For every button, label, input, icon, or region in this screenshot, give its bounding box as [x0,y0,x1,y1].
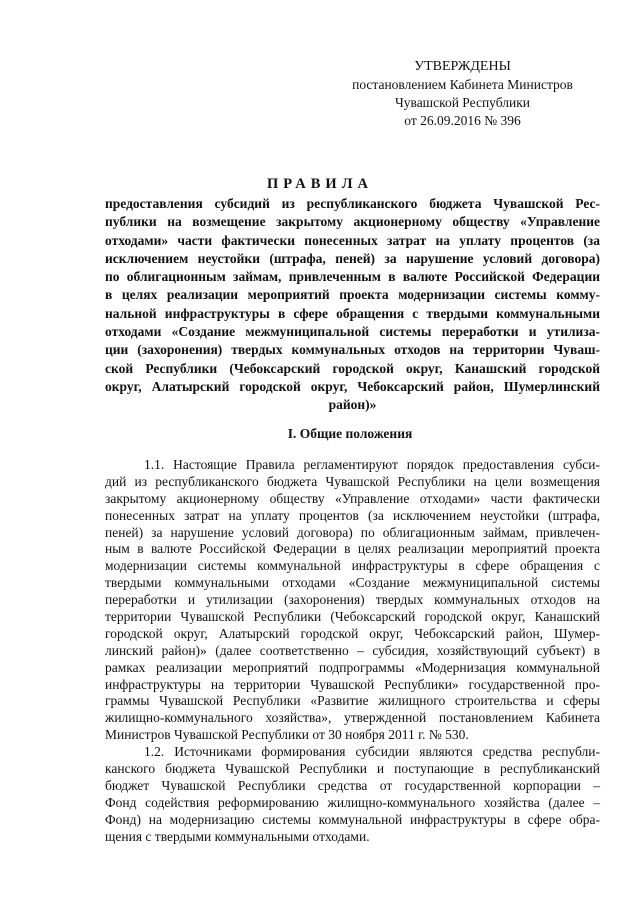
subtitle-line: отходами «Создание межмуниципальной системы переработки и утилиза- [105,324,600,340]
paragraph-line: инфраструктуры на территории Чувашской Республики» государственной про- [105,676,600,692]
subtitle-line: предоставления субсидий из республиканского бюджета Чувашской Рес- [105,196,600,211]
paragraph-line: переработки и утилизации (захоронения) твердых коммунальных отходов на [105,592,600,608]
paragraph-line: Фонд) на модернизацию системы коммунальной инфраструктуры в сфере обра- [105,811,600,827]
subtitle-line: в целях реализации мероприятий проекта модернизации системы комму- [105,287,600,303]
paragraph-line: Министров Чувашской Республики от 30 ноября 2011 г. № 530. [105,727,469,743]
subtitle-line: ской Республики (Чебоксарский городской округ, Канашский городской [105,360,600,376]
paragraph-line: канского бюджета Чувашской Республики и поступающие в республиканский [105,761,600,777]
paragraph-line: 1.1. Настоящие Правила регламентируют порядок предоставления субси- [144,457,600,472]
paragraph-line: 1.2. Источниками формирования субсидии являются средства республи- [144,744,600,760]
paragraph-line: пеней) за нарушение условий договора) по облигационным займам, привлечен- [105,524,600,540]
subtitle-line: исключением неустойки (штрафа, пеней) за нарушение условий договора) [105,250,600,266]
paragraph-line: Фонд содействия реформированию жилищно-коммунального хозяйства (далее – [105,794,600,810]
paragraph-line: щения с твердыми коммунальными отходами. [105,828,370,844]
approval-block [330,58,595,130]
paragraph-line: бюджет Чувашской Республики средства от государственной корпорации – [105,777,600,793]
paragraph-line: закрытому акционерному обществу «Управление отходами» части фактически [105,490,600,506]
approval-line: постановлением Кабинета Министров [352,77,573,92]
subtitle-line: нальной инфраструктуры в сфере обращения с твердыми коммунальными [105,305,600,321]
paragraph-line: дий из республиканского бюджета Чувашской Республики на цели возмещения [105,473,600,489]
approval-line: Чувашской Республики [394,95,531,110]
paragraph-line: твердыми коммунальными отходами «Создание межмуниципальной системы [105,575,600,591]
approval-line: от 26.09.2016 № 396 [404,113,521,128]
subtitle-line: район)» [328,397,377,413]
paragraph-line: граммы Чувашской Республики «Развитие жилищного строительства и сферы [105,693,600,709]
subtitle-line: ции (захоронения) твердых коммунальных отходов на территории Чуваш- [105,342,600,358]
subtitle-line: по облигационным займам, привлеченным в валюте Российской Федерации [105,269,600,285]
section-heading: I. Общие положения [287,426,413,441]
paragraph-line: жилищно-коммунального хозяйства», утвержденной постановлением Кабинета [105,710,600,726]
subtitle-line: отходами» части фактически понесенных затрат на уплату процентов (за [105,232,600,248]
paragraph-line: линский район)» (далее соответственно – субсидия, хозяйствующий субъект) в [105,642,600,658]
approval-title: УТВЕРЖДЕНЫ [414,59,511,74]
document-title: ПРАВИЛА [267,176,373,192]
subtitle-line: округ, Алатырский городской округ, Чебоксарский район, Шумерлинский [105,378,600,394]
paragraph-line: рамках реализации мероприятий подпрограммы «Модернизация коммунальной [105,659,600,675]
paragraph-line: понесенных затрат на уплату процентов (за исключением неустойки (штрафа, [105,507,600,523]
paragraph-line: модернизации системы коммунальной инфраструктуры в сфере обращения с [105,558,600,574]
subtitle-line: публики на возмещение закрытому акционерному обществу «Управление [105,214,600,230]
document-subtitle [105,195,600,415]
paragraph-line: территории Чувашской Республики (Чебоксарский городской округ, Канашский [105,609,600,625]
paragraph-line: городской округ, Алатырский городской округ, Чебоксарский район, Шумер- [105,625,600,641]
paragraph-line: ным в валюте Российской Федерации в целях реализации мероприятий проекта [105,541,600,557]
document-body [105,457,600,845]
